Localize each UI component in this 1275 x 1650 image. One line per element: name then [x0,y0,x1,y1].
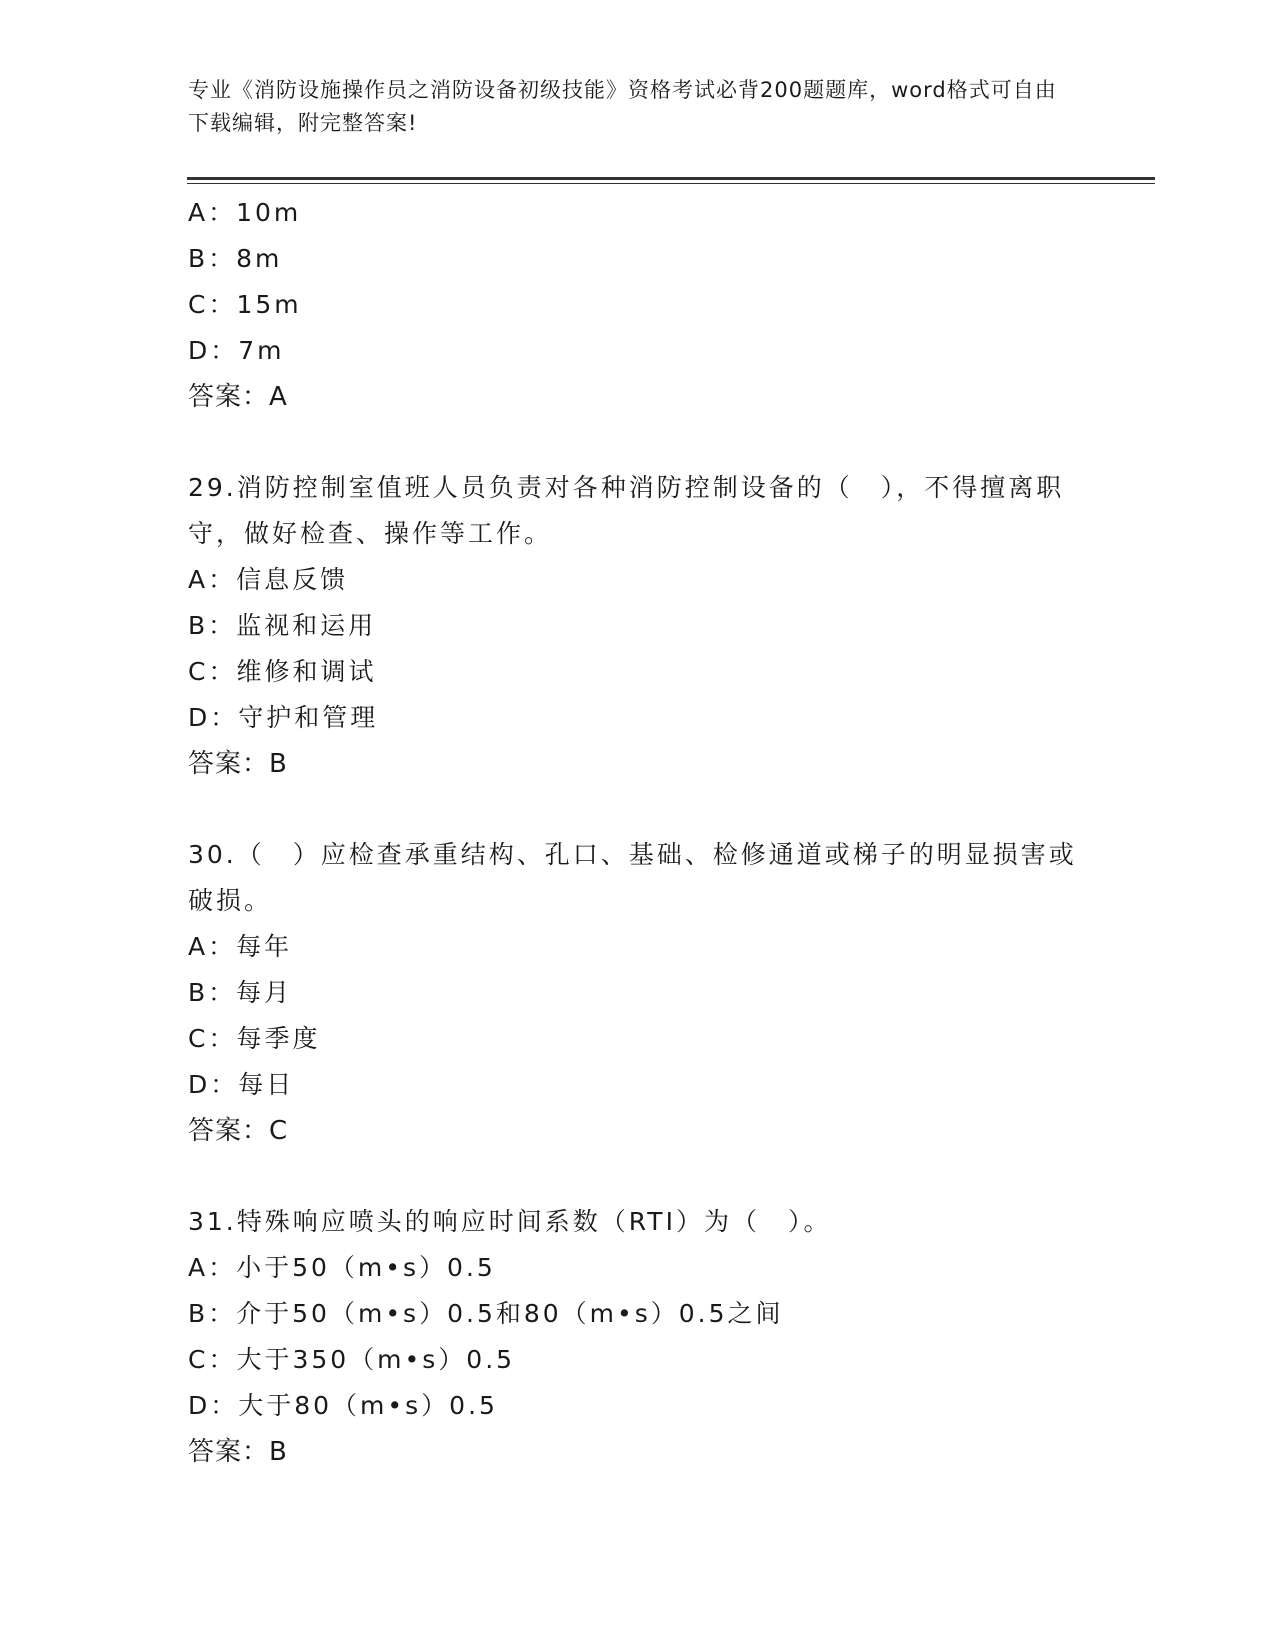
option-d: D：每日 [188,1070,295,1099]
answer: 答案：A [188,382,288,412]
question-block [188,465,1078,787]
option-d: D：守护和管理 [188,703,379,732]
option-a: A：10m [188,198,302,227]
header-rule-thick [187,177,1155,180]
option-c: C：15m [188,290,302,319]
option-b: B：8m [188,244,283,273]
option-c: C：维修和调试 [188,657,377,686]
answer: 答案：C [188,1116,289,1146]
header-rule-thin [187,183,1155,184]
answer: 答案：B [188,1437,288,1467]
option-a: A：每年 [188,932,293,961]
question-block [188,1199,1078,1475]
option-b: B：每月 [188,978,293,1007]
option-c: C：大于350（m•s）0.5 [188,1345,516,1374]
question-stem: 30.（ ）应检查承重结构、孔口、基础、检修通道或梯子的明显损害或破损。 [188,840,1077,915]
option-d: D：大于80（m•s）0.5 [188,1391,498,1420]
option-b: B：介于50（m•s）0.5和80（m•s）0.5之间 [188,1299,784,1328]
option-d: D：7m [188,336,285,365]
answer: 答案：B [188,749,288,779]
option-b: B：监视和运用 [188,611,377,640]
question-block [188,832,1078,1154]
option-c: C：每季度 [188,1024,321,1053]
document-header: 专业《消防设施操作员之消防设备初级技能》资格考试必背200题题库，word格式可自由下载编辑，附完整答案! [188,78,1057,135]
option-a: A：信息反馈 [188,565,349,594]
question-stem: 31.特殊响应喷头的响应时间系数（RTI）为（ ）。 [188,1207,832,1236]
question-stem: 29.消防控制室值班人员负责对各种消防控制设备的（ ），不得擅离职守，做好检查、操作等工作。 [188,473,1065,548]
question-list [188,190,1078,1475]
question-block [188,190,1078,420]
option-a: A：小于50（m•s）0.5 [188,1253,496,1282]
